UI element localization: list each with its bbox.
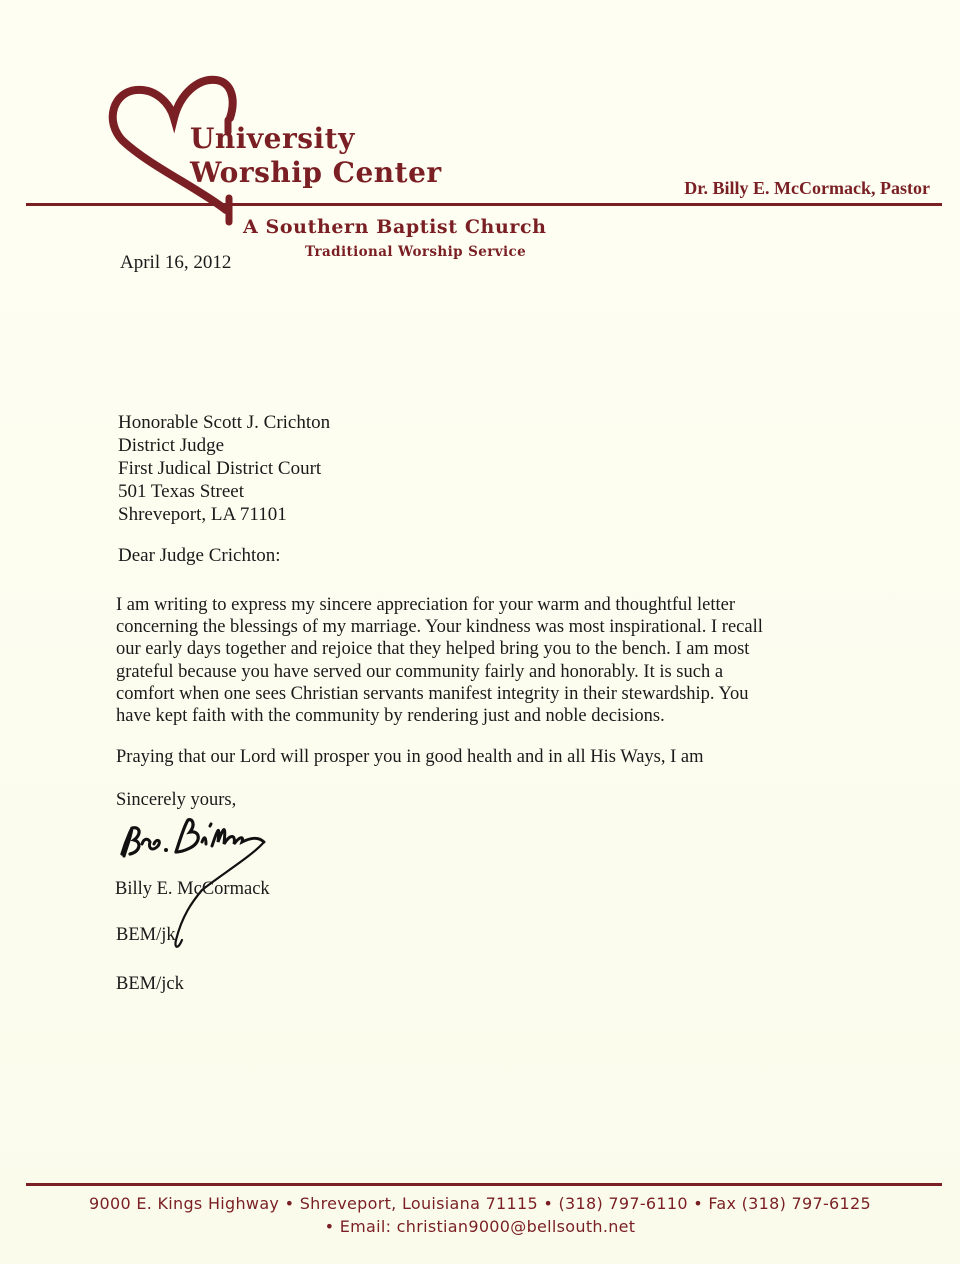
footer-email: • Email: christian9000@bellsouth.net	[324, 1217, 636, 1236]
denomination-label: A Southern Baptist Church	[243, 216, 547, 238]
address-line: Honorable Scott J. Crichton	[118, 412, 331, 433]
address-line: District Judge	[118, 435, 225, 456]
reference-initials-secondary: BEM/jck	[116, 974, 184, 994]
recipient-address	[118, 411, 330, 526]
footer-address: 9000 E. Kings Highway • Shreveport, Louisiana 71115 • (318) 797-6110 • Fax (318) 797-6125	[89, 1194, 871, 1213]
address-line: 501 Texas Street	[118, 481, 245, 502]
letter-date: April 16, 2012	[120, 252, 232, 273]
body-line: I am writing to express my sincere appreciation for your warm and thoughtful letter	[116, 595, 736, 615]
service-label: Traditional Worship Service	[305, 244, 527, 260]
closing-paragraph: Praying that our Lord will prosper you in good health and in all His Ways, I am	[116, 747, 704, 767]
pastor-name: Dr. Billy E. McCormack, Pastor	[684, 178, 930, 198]
salutation: Dear Judge Crichton:	[118, 545, 281, 566]
body-line: have kept faith with the community by rendering just and noble decisions.	[116, 706, 665, 727]
reference-initials: BEM/jk	[116, 925, 176, 945]
header-divider	[26, 203, 942, 206]
signer-name: Billy E. McCormack	[115, 879, 270, 899]
organization-name	[190, 122, 442, 190]
body-line: our early days together and rejoice that they helped bring you to the bench. I am most	[116, 639, 750, 660]
org-name-line2: Worship Center	[190, 156, 442, 189]
body-line: comfort when one sees Christian servants manifest integrity in their stewardship. You	[116, 683, 749, 704]
footer-divider	[26, 1183, 942, 1186]
body-line: concerning the blessings of my marriage. Your kindness was most inspirational. I recall	[116, 617, 763, 638]
body-paragraph	[116, 594, 816, 727]
sign-off: Sincerely yours,	[116, 790, 237, 810]
body-line: grateful because you have served our community fairly and honorably. It is such a	[116, 661, 724, 682]
address-line: First Judical District Court	[118, 458, 322, 479]
address-line: Shreveport, LA 71101	[118, 504, 287, 525]
org-name-line1: University	[190, 122, 355, 155]
